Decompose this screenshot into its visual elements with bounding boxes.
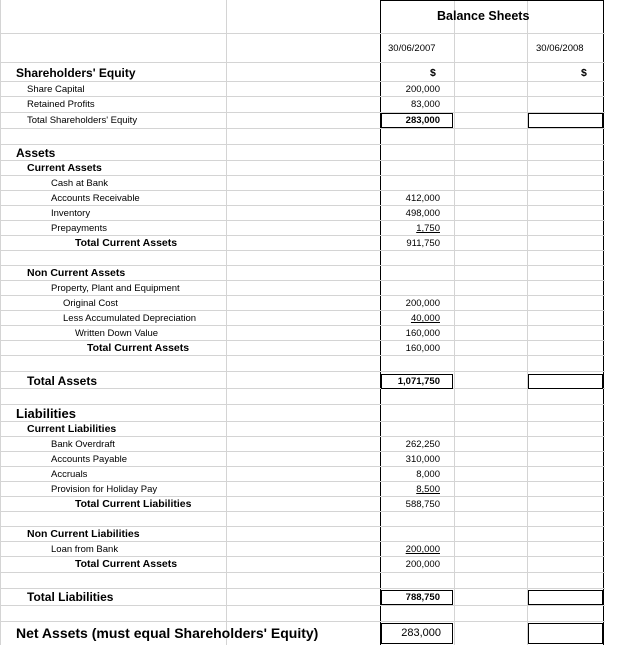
total-assets-value: 1,071,750 <box>397 376 440 387</box>
total-equity-cell-2008[interactable] <box>528 113 603 128</box>
loan-value: 200,000 <box>405 544 440 555</box>
grid-hline <box>0 128 605 129</box>
current-liabilities-heading: Current Liabilities <box>27 423 117 435</box>
inventory-value: 498,000 <box>405 208 440 219</box>
grid-hline <box>0 605 605 606</box>
inventory-label: Inventory <box>51 208 91 219</box>
total-non-current-assets-label: Total Current Assets <box>87 342 190 354</box>
cash-label: Cash at Bank <box>51 178 109 189</box>
share-capital-label: Share Capital <box>27 84 85 95</box>
loan-label: Loan from Bank <box>51 544 119 555</box>
grid-hline <box>0 588 605 589</box>
overdraft-value: 262,250 <box>405 439 440 450</box>
total-assets-label: Total Assets <box>27 374 98 388</box>
original-cost-value: 200,000 <box>405 298 440 309</box>
total-current-liabilities-label: Total Current Liabilities <box>75 498 192 510</box>
header-top-border <box>381 0 604 1</box>
wdv-value: 160,000 <box>405 328 440 339</box>
share-capital-value: 200,000 <box>405 84 440 95</box>
prepayments-value: 1,750 <box>416 223 440 234</box>
grid-hline <box>0 62 605 63</box>
non-current-liabilities-heading: Non Current Liabilities <box>27 528 140 540</box>
currency-2008: $ <box>581 67 587 79</box>
total-liabilities-cell-2007[interactable] <box>381 590 453 605</box>
total-current-liabilities-value: 588,750 <box>405 499 440 510</box>
net-assets-cell-2008[interactable] <box>528 623 603 644</box>
grid-hline <box>0 33 605 34</box>
holiday-pay-value: 8,500 <box>416 484 440 495</box>
total-assets-cell-2008[interactable] <box>528 374 603 389</box>
total-equity-cell-2007[interactable] <box>381 113 453 128</box>
total-current-assets-value: 911,750 <box>406 238 440 249</box>
date-column-2007: 30/06/2007 <box>388 43 436 54</box>
grid-hline <box>0 404 605 405</box>
total-equity-value: 283,000 <box>405 115 440 126</box>
wdv-label: Written Down Value <box>75 328 159 339</box>
grid-hline <box>0 81 605 82</box>
grid-hline <box>0 144 605 145</box>
holiday-pay-label: Provision for Holiday Pay <box>51 484 158 495</box>
total-liabilities-value: 788,750 <box>405 592 440 603</box>
total-non-current-assets-value: 160,000 <box>405 343 440 354</box>
retained-profits-label: Retained Profits <box>27 99 95 110</box>
total-non-current-liabilities-value: 200,000 <box>405 559 440 570</box>
grid-hline <box>0 621 605 622</box>
accruals-value: 8,000 <box>416 469 440 480</box>
payable-label: Accounts Payable <box>51 454 128 465</box>
current-assets-heading: Current Assets <box>27 162 102 174</box>
total-current-assets-label: Total Current Assets <box>75 237 178 249</box>
depreciation-value: 40,000 <box>410 313 440 324</box>
date-column-2008: 30/06/2008 <box>536 43 584 54</box>
ppe-label: Property, Plant and Equipment <box>51 283 180 294</box>
total-liabilities-label: Total Liabilities <box>27 590 114 604</box>
currency-2007: $ <box>430 67 436 79</box>
retained-profits-value: 83,000 <box>410 99 440 110</box>
receivable-value: 412,000 <box>405 193 440 204</box>
sheet-title: Balance Sheets <box>437 9 530 23</box>
total-assets-cell-2007[interactable] <box>381 374 453 389</box>
total-equity-label: Total Shareholders' Equity <box>27 115 138 126</box>
accruals-label: Accruals <box>51 469 88 480</box>
net-assets-value: 283,000 <box>401 627 441 639</box>
original-cost-label: Original Cost <box>63 298 118 309</box>
overdraft-label: Bank Overdraft <box>51 439 115 450</box>
net-assets-label: Net Assets (must equal Shareholders' Equity) <box>16 625 319 641</box>
prepayments-label: Prepayments <box>51 223 107 234</box>
total-non-current-liabilities-label: Total Current Assets <box>75 558 178 570</box>
grid-hline <box>0 371 605 372</box>
net-assets-cell-2007[interactable] <box>381 623 453 644</box>
assets-heading: Assets <box>16 146 56 160</box>
grid-hline <box>0 572 605 573</box>
equity-heading: Shareholders' Equity <box>16 66 136 80</box>
total-liabilities-cell-2008[interactable] <box>528 590 603 605</box>
receivable-label: Accounts Receivable <box>51 193 140 204</box>
liabilities-heading: Liabilities <box>16 406 76 421</box>
depreciation-label: Less Accumulated Depreciation <box>63 313 197 324</box>
non-current-assets-heading: Non Current Assets <box>27 267 126 279</box>
payable-value: 310,000 <box>405 454 440 465</box>
